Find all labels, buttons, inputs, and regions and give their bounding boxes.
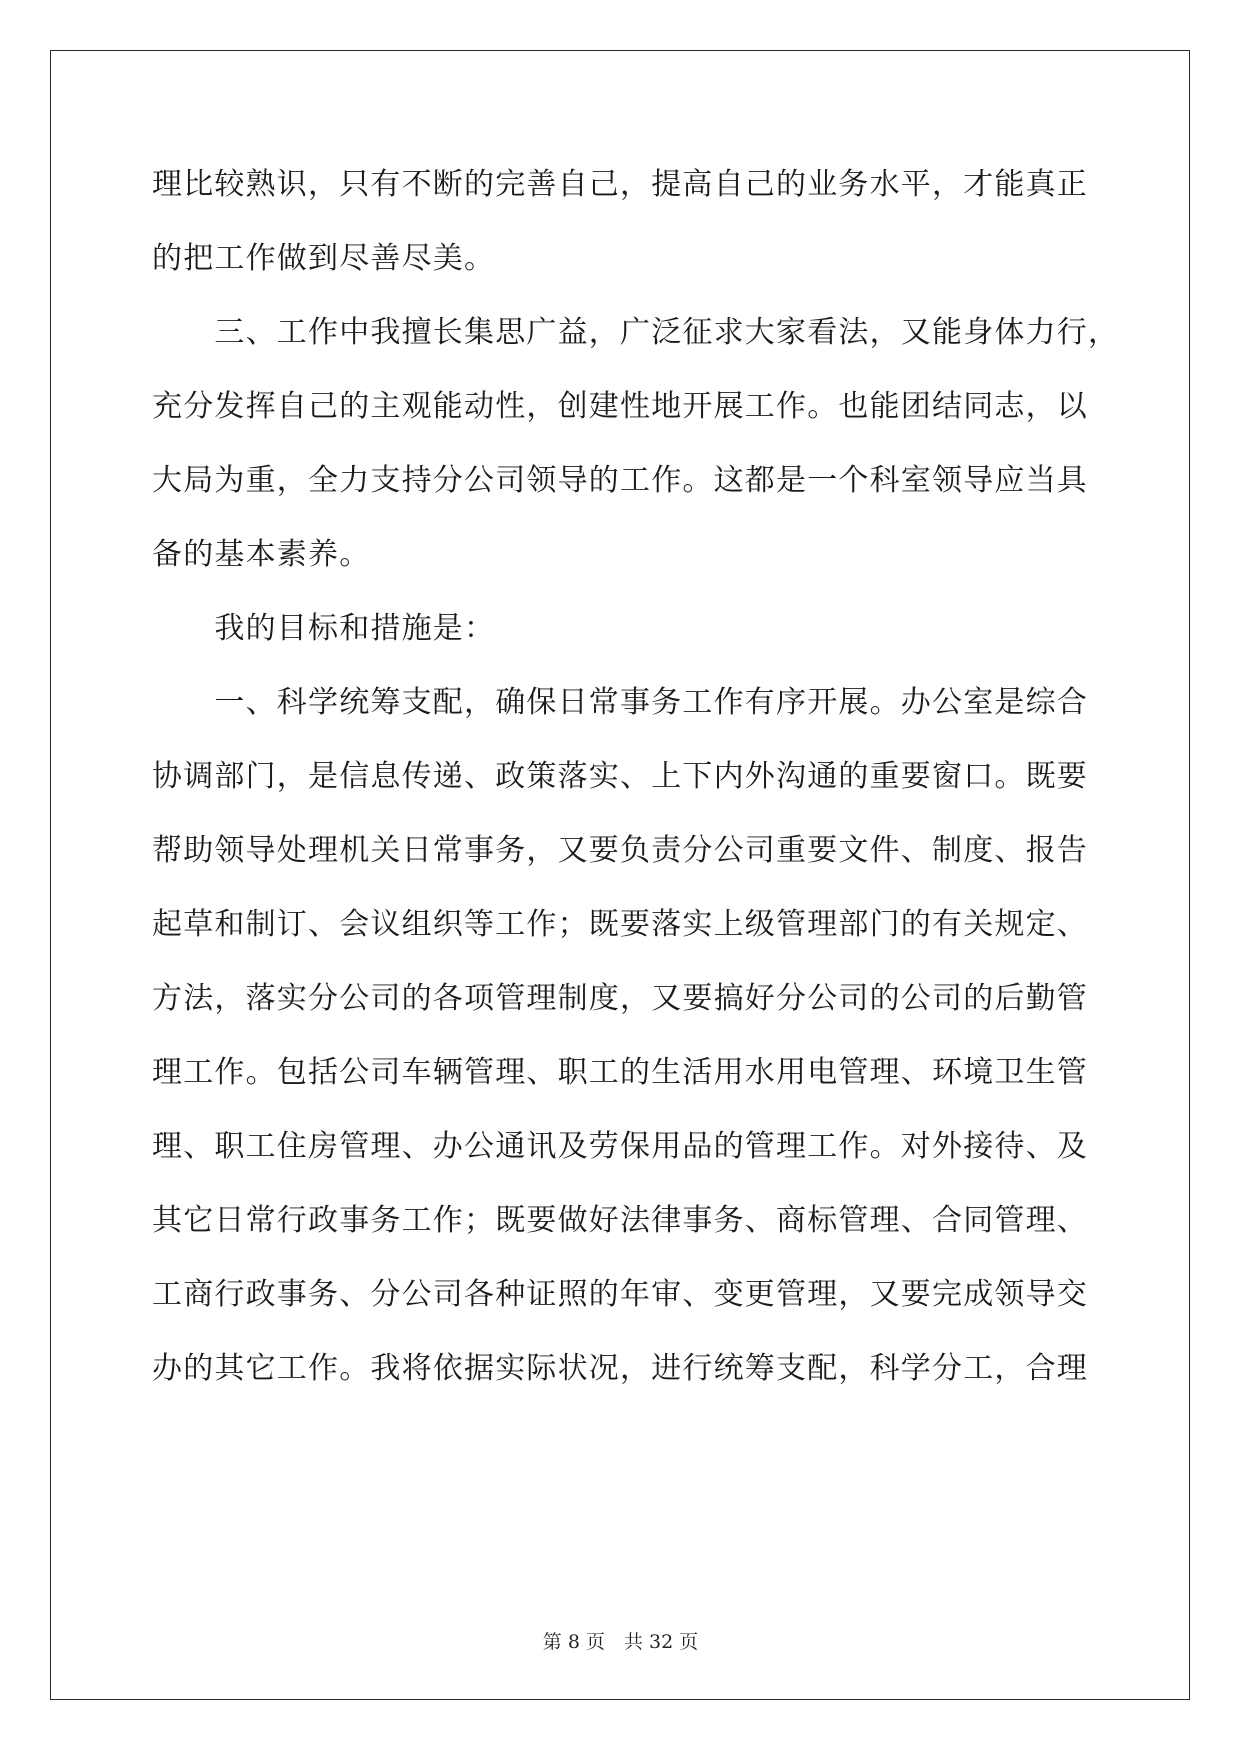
text-line: 理工作。包括公司车辆管理、职工的生活用水用电管理、环境卫生管 (152, 1055, 1088, 1090)
text-line: 我的目标和措施是： (152, 611, 496, 646)
text-line: 其它日常行政事务工作；既要做好法律事务、商标管理、合同管理、 (152, 1203, 1088, 1238)
text-line: 起草和制订、会议组织等工作；既要落实上级管理部门的有关规定、 (152, 907, 1088, 942)
text-line: 备的基本素养。 (152, 537, 371, 572)
text-line: 理、职工住房管理、办公通讯及劳保用品的管理工作。对外接待、及 (152, 1129, 1088, 1164)
text-line: 协调部门，是信息传递、政策落实、上下内外沟通的重要窗口。既要 (152, 759, 1088, 794)
text-line: 办的其它工作。我将依据实际状况，进行统筹支配，科学分工，合理 (152, 1351, 1088, 1386)
text-line: 大局为重，全力支持分公司领导的工作。这都是一个科室领导应当具 (152, 463, 1088, 498)
text-line: 一、科学统筹支配，确保日常事务工作有序开展。办公室是综合 (152, 685, 1088, 720)
text-line: 帮助领导处理机关日常事务，又要负责分公司重要文件、制度、报告 (152, 833, 1088, 868)
text-line: 方法，落实分公司的各项管理制度，又要搞好分公司的公司的后勤管 (152, 981, 1088, 1016)
text-line: 工商行政事务、分公司各种证照的年审、变更管理，又要完成领导交 (152, 1277, 1088, 1312)
text-line: 三、工作中我擅长集思广益，广泛征求大家看法，又能身体力行， (152, 315, 1120, 350)
text-line: 理比较熟识，只有不断的完善自己，提高自己的业务水平，才能真正 (152, 167, 1088, 202)
text-line: 的把工作做到尽善尽美。 (152, 241, 496, 276)
page-border (50, 50, 1190, 1700)
page-number: 第 8 页 共 32 页 (542, 1631, 699, 1653)
text-line: 充分发挥自己的主观能动性，创建性地开展工作。也能团结同志，以 (152, 389, 1088, 424)
